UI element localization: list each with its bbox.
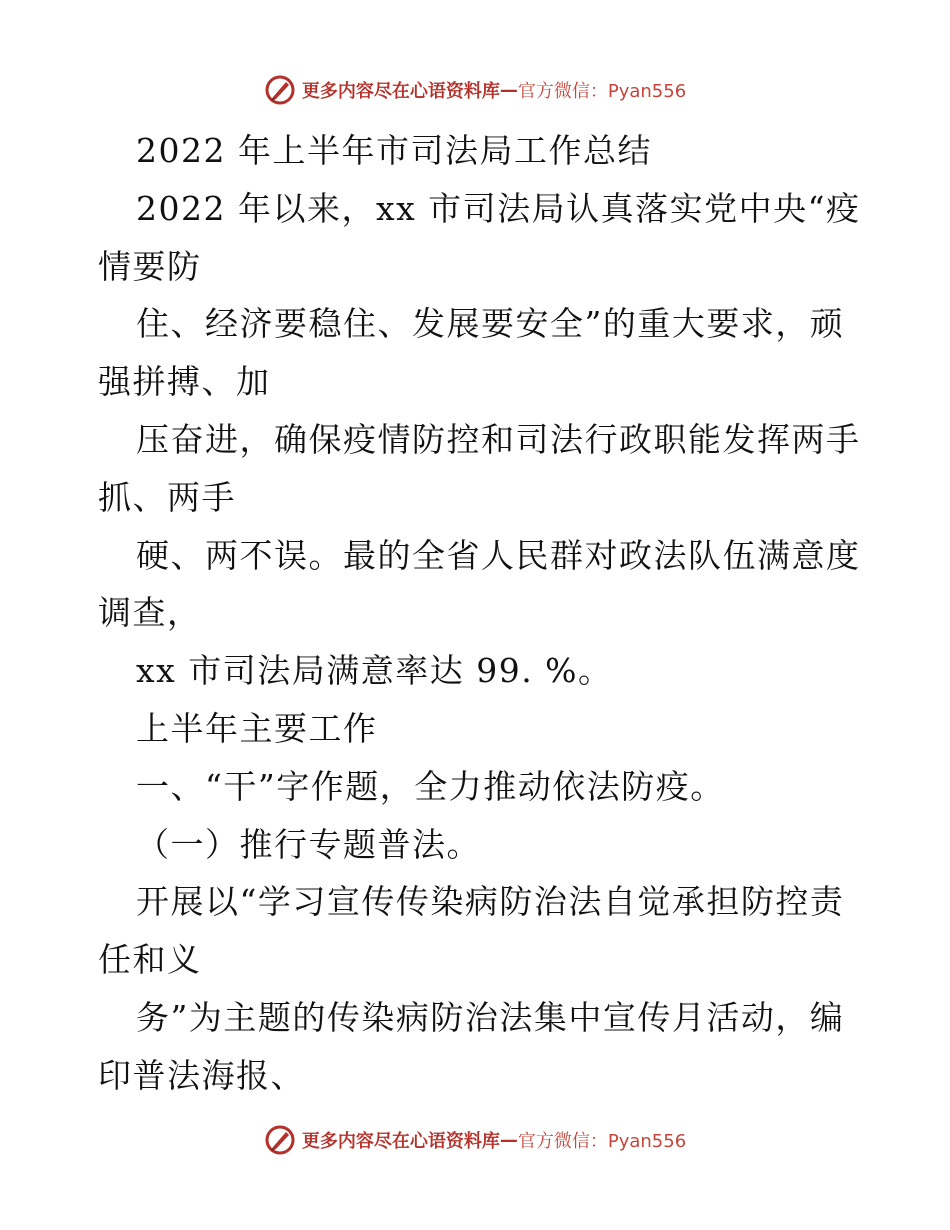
doc-line: 硬、两不误。最的全省人民群对政法队伍满意度: [136, 535, 861, 575]
doc-line: 压奋进，确保疫情防控和司法行政职能发挥两手: [136, 419, 861, 459]
footer-watermark: [0, 1124, 950, 1156]
doc-line: 开展以“学习宣传传染病防治法自觉承担防控责: [136, 882, 845, 922]
pen-logo-icon: [264, 1124, 296, 1156]
doc-line: 调查，: [98, 593, 202, 633]
doc-line: 2022 年以来，xx 市司法局认真落实党中央“疫: [136, 188, 861, 228]
document-body: [98, 122, 861, 1105]
doc-line: 住、经济要稳住、发展要安全”的重大要求，顽: [136, 304, 845, 344]
watermark-text: 更多内容尽在心语资料库: [301, 1131, 500, 1152]
doc-line: 情要防: [98, 246, 202, 286]
doc-line: 抓、两手: [98, 477, 236, 517]
section-heading: 一、“干”字作题，全力推动依法防疫。: [136, 766, 725, 806]
watermark-contact: 官方微信：Pyan556: [517, 81, 687, 102]
watermark-contact: 官方微信：Pyan556: [517, 1131, 687, 1152]
doc-line: 印普法海报、: [98, 1055, 305, 1095]
watermark-separator: —: [499, 79, 518, 101]
watermark-text: 更多内容尽在心语资料库: [301, 81, 500, 102]
doc-line: 任和义: [98, 940, 202, 980]
doc-line: 务”为主题的传染病防治法集中宣传月活动，编: [136, 997, 845, 1037]
header-watermark: [0, 74, 950, 106]
section-heading: 上半年主要工作: [136, 708, 378, 748]
pen-logo-icon: [264, 74, 296, 106]
doc-title: 2022 年上半年市司法局工作总结: [136, 131, 652, 170]
doc-line: 强拼搏、加: [98, 362, 271, 402]
doc-line: xx 市司法局满意率达 99. %。: [136, 651, 613, 691]
watermark-separator: —: [499, 1129, 518, 1151]
subsection-heading: （一）推行专题普法。: [136, 824, 481, 864]
